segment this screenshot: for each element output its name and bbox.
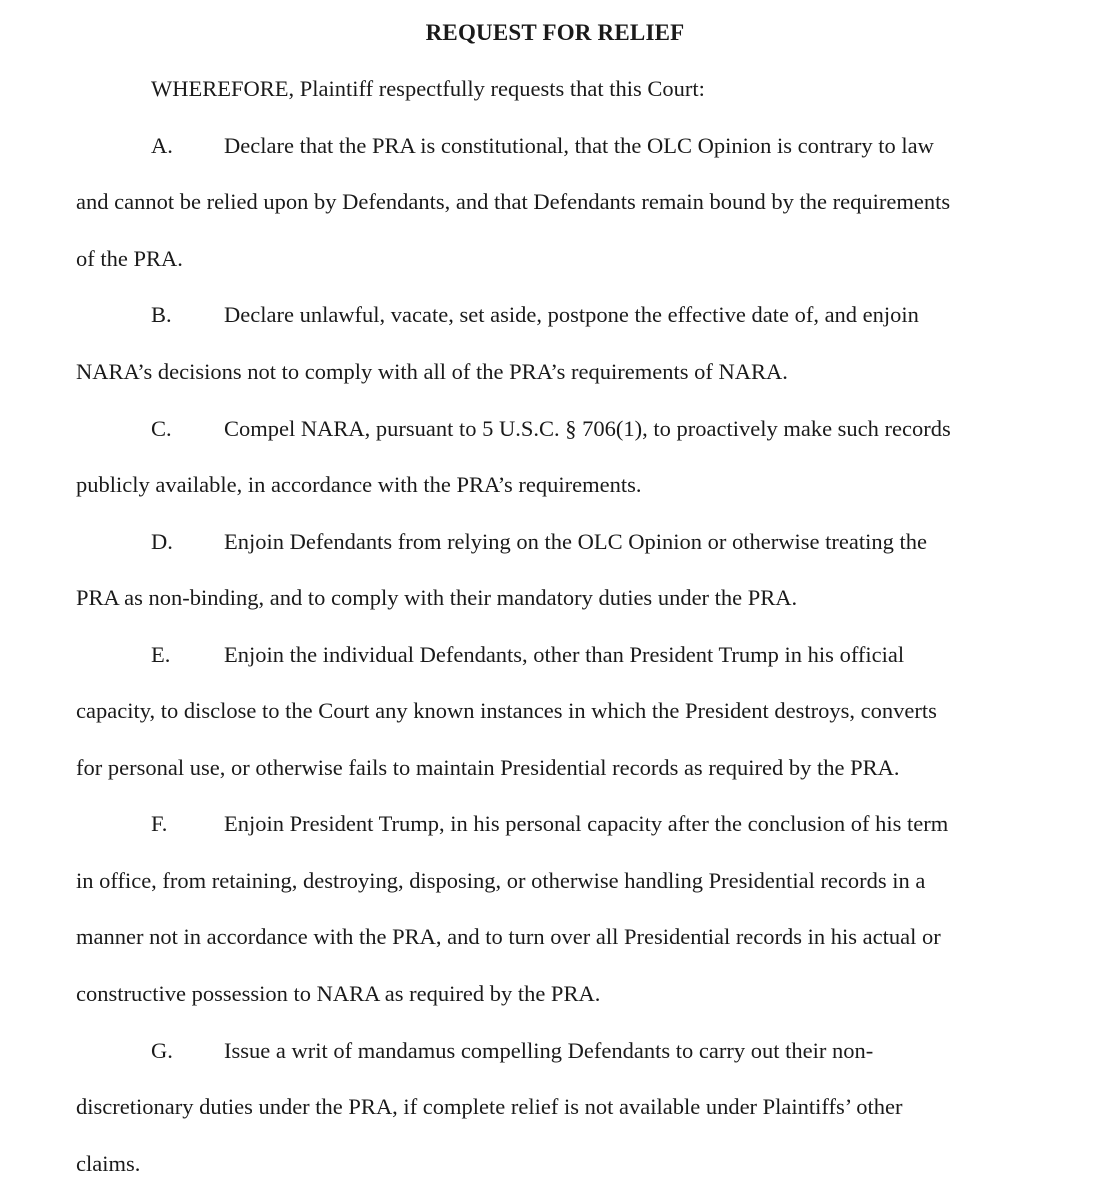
relief-item-e-line-3: for personal use, or otherwise fails to maintain Presidential records as required by the PRA.	[76, 755, 900, 780]
item-text: Declare that the PRA is constitutional, that the OLC Opinion is contrary to law	[224, 133, 934, 158]
relief-item-b-line-2: NARA’s decisions not to comply with all of the PRA’s requirements of NARA.	[76, 359, 788, 384]
relief-item-a-line-3: of the PRA.	[76, 246, 183, 271]
relief-item-g-line-1	[151, 1036, 873, 1066]
relief-item-d-line-2: PRA as non-binding, and to comply with their mandatory duties under the PRA.	[76, 585, 798, 610]
relief-item-d-line-1	[151, 527, 927, 557]
relief-item-f-line-2: in office, from retaining, destroying, disposing, or otherwise handling Presidential records in a	[76, 868, 926, 893]
section-heading: REQUEST FOR RELIEF	[425, 20, 685, 45]
item-text: Enjoin the individual Defendants, other than President Trump in his official	[224, 642, 905, 667]
item-text: Compel NARA, pursuant to 5 U.S.C. § 706(1), to proactively make such records	[224, 416, 951, 441]
relief-item-f-line-4: constructive possession to NARA as required by the PRA.	[76, 981, 601, 1006]
relief-item-e-line-2: capacity, to disclose to the Court any known instances in which the President destroys, converts	[76, 698, 937, 723]
item-letter: G.	[151, 1038, 173, 1063]
intro-paragraph: WHEREFORE, Plaintiff respectfully requests that this Court:	[151, 76, 705, 101]
relief-item-e-line-1	[151, 640, 904, 670]
relief-item-b-line-1	[151, 300, 919, 330]
item-text: Issue a writ of mandamus compelling Defendants to carry out their non-	[224, 1038, 874, 1063]
item-text: Enjoin President Trump, in his personal capacity after the conclusion of his term	[224, 811, 949, 836]
relief-item-c-line-1	[151, 414, 951, 444]
item-text: Enjoin Defendants from relying on the OLC Opinion or otherwise treating the	[224, 529, 927, 554]
item-text: Declare unlawful, vacate, set aside, postpone the effective date of, and enjoin	[224, 302, 919, 327]
relief-item-c-line-2: publicly available, in accordance with the PRA’s requirements.	[76, 472, 642, 497]
relief-item-a-line-1	[151, 131, 934, 161]
item-letter: A.	[151, 133, 173, 158]
item-letter: E.	[151, 642, 171, 667]
item-letter: B.	[151, 302, 172, 327]
relief-item-a-line-2: and cannot be relied upon by Defendants, and that Defendants remain bound by the requirements	[76, 189, 951, 214]
relief-item-g-line-2: discretionary duties under the PRA, if complete relief is not available under Plaintiffs’ other	[76, 1094, 903, 1119]
item-letter: D.	[151, 529, 173, 554]
relief-item-f-line-3: manner not in accordance with the PRA, and to turn over all Presidential records in his actual or	[76, 924, 941, 949]
relief-item-f-line-1	[151, 809, 948, 839]
item-letter: C.	[151, 416, 172, 441]
item-letter: F.	[151, 811, 168, 836]
relief-item-g-line-3: claims.	[76, 1151, 141, 1176]
